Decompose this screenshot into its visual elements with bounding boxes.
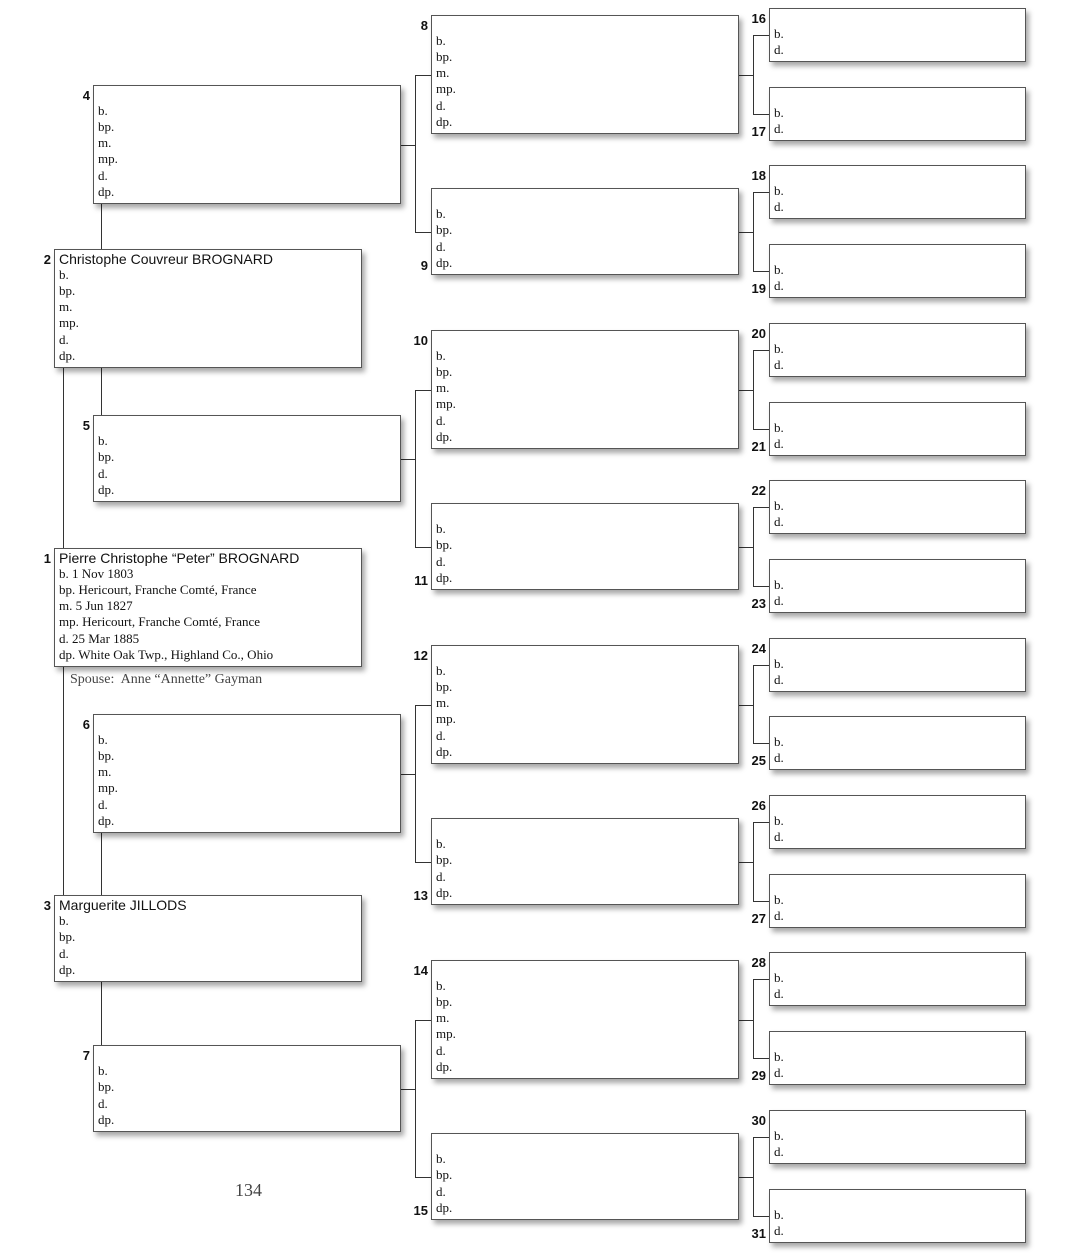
person-number: 10 (413, 333, 428, 348)
connector-line (739, 390, 753, 391)
person-box-8 (431, 15, 739, 134)
person-field: bp. (436, 1167, 453, 1183)
person-field: mp. (98, 780, 118, 796)
person-number: 11 (414, 573, 428, 588)
person-field: d. (774, 671, 784, 687)
person-field: d. (774, 120, 784, 136)
person-box-6 (93, 714, 401, 833)
person-fields (774, 183, 1021, 215)
connector-line (415, 547, 431, 548)
connector-line (415, 75, 416, 232)
person-field: m. 5 Jun 1827 (59, 598, 133, 614)
connector-line (415, 390, 431, 391)
person-fields (774, 1128, 1021, 1160)
person-field: b. (774, 1127, 784, 1143)
person-field: mp. (436, 711, 456, 727)
person-fields (436, 836, 734, 901)
person-field: b. (774, 1048, 784, 1064)
connector-line (415, 705, 416, 862)
person-number: 22 (751, 483, 766, 498)
person-field: b. (774, 812, 784, 828)
person-field: bp. (436, 48, 453, 64)
page-number: 134 (235, 1180, 262, 1200)
person-field: b. (774, 340, 784, 356)
person-box-29 (769, 1031, 1026, 1085)
connector-line (753, 507, 769, 508)
person-field: dp. (436, 113, 453, 129)
connector-line (753, 665, 754, 743)
person-number: 24 (751, 641, 766, 656)
person-field: dp. (98, 183, 115, 199)
person-field: b. (774, 891, 784, 907)
person-field: bp. (98, 449, 115, 465)
person-field: dp. (436, 569, 453, 585)
person-field: m. (436, 65, 450, 81)
spouse-line (70, 672, 262, 688)
person-field: b. (59, 266, 69, 282)
person-field: m. (436, 695, 450, 711)
person-number: 31 (751, 1226, 766, 1241)
person-name: Christophe Couvreur BROGNARD (59, 251, 273, 267)
person-fields (774, 420, 1021, 452)
person-field: mp. (59, 315, 79, 331)
person-field: d. (774, 1143, 784, 1159)
person-box-5 (93, 415, 401, 502)
person-field: b. 1 Nov 1803 (59, 565, 134, 581)
person-box-16 (769, 8, 1026, 62)
person-field: d. (774, 907, 784, 923)
person-field: dp. (436, 1199, 453, 1215)
person-field: d. (774, 435, 784, 451)
person-box-7 (93, 1045, 401, 1132)
connector-line (739, 705, 753, 706)
person-field: bp. (436, 678, 453, 694)
person-field: d. (59, 945, 69, 961)
person-field: dp. (98, 1111, 115, 1127)
connector-line (753, 271, 769, 272)
person-fields (436, 521, 734, 586)
person-number: 15 (413, 1203, 428, 1218)
person-fields (774, 1049, 1021, 1081)
person-box-12 (431, 645, 739, 764)
person-field: b. (59, 913, 69, 929)
connector-line (753, 586, 769, 587)
connector-line (753, 665, 769, 666)
connector-line (415, 75, 431, 76)
person-field: b. (98, 102, 108, 118)
connector-line (753, 35, 769, 36)
connector-line (739, 232, 753, 233)
person-fields (98, 1063, 396, 1128)
person-field: d. (436, 1042, 446, 1058)
person-fields (774, 262, 1021, 294)
person-field: d. (436, 412, 446, 428)
person-field: b. (436, 347, 446, 363)
person-number: 7 (82, 1048, 90, 1063)
person-field: m. (436, 380, 450, 396)
person-box-4 (93, 85, 401, 204)
person-fields (774, 341, 1021, 373)
person-field: mp. (436, 1026, 456, 1042)
person-box-15 (431, 1133, 739, 1220)
person-fields (774, 970, 1021, 1002)
connector-line (739, 1177, 753, 1178)
person-fields (774, 26, 1021, 58)
person-field: bp. (436, 993, 453, 1009)
connector-line (753, 1137, 754, 1216)
person-field: bp. (436, 852, 453, 868)
connector-line (401, 774, 415, 775)
person-box-17 (769, 87, 1026, 141)
person-field: d. (774, 356, 784, 372)
person-field: d. (98, 796, 108, 812)
person-fields (774, 105, 1021, 137)
person-field: d. (774, 828, 784, 844)
person-field: d. (98, 1095, 108, 1111)
person-fields (436, 206, 734, 271)
person-field: b. (436, 1151, 446, 1167)
person-field: bp. (436, 363, 453, 379)
person-box-21 (769, 402, 1026, 456)
person-field: bp. (98, 1079, 115, 1095)
connector-line (753, 822, 754, 901)
person-box-11 (431, 503, 739, 590)
person-box-23 (769, 559, 1026, 613)
person-number: 18 (751, 168, 766, 183)
person-number: 14 (413, 963, 428, 978)
connector-line (415, 862, 431, 863)
connector-line (753, 35, 754, 114)
person-box-22 (769, 480, 1026, 534)
person-field: b. (436, 836, 446, 852)
connector-line (753, 979, 769, 980)
person-field: d. (774, 513, 784, 529)
connector-line (401, 459, 415, 460)
person-field: d. (98, 465, 108, 481)
person-number: 4 (82, 88, 90, 103)
person-fields (436, 348, 734, 445)
person-fields (59, 566, 357, 663)
person-fields (98, 433, 396, 498)
person-field: d. (774, 985, 784, 1001)
spouse-label: Spouse: (70, 672, 115, 687)
person-field: dp. (59, 347, 76, 363)
person-field: d. (774, 198, 784, 214)
person-field: d. (436, 553, 446, 569)
person-number: 16 (751, 11, 766, 26)
person-box-2 (54, 249, 362, 368)
person-field: dp. (436, 743, 453, 759)
person-field: mp. (436, 396, 456, 412)
person-number: 13 (413, 888, 428, 903)
person-field: b. (774, 969, 784, 985)
person-fields (59, 267, 357, 364)
person-field: bp. (59, 929, 76, 945)
person-number: 30 (751, 1113, 766, 1128)
person-field: b. (436, 521, 446, 537)
person-fields (774, 656, 1021, 688)
person-fields (98, 732, 396, 829)
person-field: bp. (98, 747, 115, 763)
person-field: b. (98, 1063, 108, 1079)
person-fields (59, 913, 357, 978)
person-field: mp. Hericourt, Franche Comté, France (59, 614, 261, 630)
person-fields (774, 577, 1021, 609)
person-box-28 (769, 952, 1026, 1006)
connector-line (753, 114, 769, 115)
person-number: 12 (413, 648, 428, 663)
person-number: 21 (751, 439, 766, 454)
connector-line (739, 75, 753, 76)
spouse-name: Anne “Annette” Gayman (120, 672, 263, 687)
person-fields (436, 978, 734, 1075)
person-field: d. (774, 1064, 784, 1080)
person-box-1 (54, 548, 362, 667)
person-box-3 (54, 895, 362, 982)
person-field: dp. (59, 961, 76, 977)
person-number: 27 (751, 911, 766, 926)
person-field: mp. (436, 81, 456, 97)
person-field: bp. Hericourt, Franche Comté, France (59, 581, 257, 597)
person-field: d. (774, 1222, 784, 1238)
connector-line (753, 429, 769, 430)
person-field: b. (774, 497, 784, 513)
person-fields (774, 734, 1021, 766)
connector-line (753, 1058, 769, 1059)
connector-line (739, 547, 753, 548)
person-field: b. (774, 733, 784, 749)
person-fields (774, 498, 1021, 530)
person-box-19 (769, 244, 1026, 298)
connector-line (415, 390, 416, 547)
connector-line (739, 1020, 753, 1021)
person-box-9 (431, 188, 739, 275)
person-field: bp. (436, 222, 453, 238)
person-field: b. (98, 433, 108, 449)
person-name: Pierre Christophe “Peter” BROGNARD (59, 550, 300, 566)
person-box-31 (769, 1189, 1026, 1243)
person-field: b. (774, 576, 784, 592)
person-box-25 (769, 716, 1026, 770)
person-number: 19 (751, 281, 766, 296)
person-number: 28 (751, 955, 766, 970)
connector-line (415, 705, 431, 706)
person-fields (436, 33, 734, 130)
person-field: m. (59, 299, 73, 315)
person-box-14 (431, 960, 739, 1079)
person-field: dp. (436, 1058, 453, 1074)
connector-line (753, 192, 754, 271)
person-number: 2 (43, 252, 51, 267)
connector-line (753, 901, 769, 902)
person-field: d. (436, 97, 446, 113)
connector-line (753, 822, 769, 823)
connector-line (753, 507, 754, 586)
person-box-27 (769, 874, 1026, 928)
person-field: b. (774, 104, 784, 120)
connector-line (753, 350, 769, 351)
connector-line (753, 1216, 769, 1217)
person-field: b. (774, 655, 784, 671)
person-number: 23 (751, 596, 766, 611)
person-number: 8 (420, 18, 428, 33)
person-field: m. (98, 135, 112, 151)
person-field: b. (436, 32, 446, 48)
connector-line (753, 192, 769, 193)
person-fields (436, 1151, 734, 1216)
person-number: 5 (82, 418, 90, 433)
person-fields (436, 663, 734, 760)
connector-line (753, 743, 769, 744)
person-field: d. (98, 167, 108, 183)
person-field: dp. (436, 254, 453, 270)
person-fields (98, 103, 396, 200)
person-box-13 (431, 818, 739, 905)
person-field: d. (436, 727, 446, 743)
person-name: Marguerite JILLODS (59, 897, 187, 913)
person-number: 29 (751, 1068, 766, 1083)
person-field: b. (774, 261, 784, 277)
person-field: m. (436, 1010, 450, 1026)
connector-line (753, 979, 754, 1058)
person-field: b. (436, 977, 446, 993)
person-number: 20 (751, 326, 766, 341)
person-field: mp. (98, 151, 118, 167)
connector-line (739, 862, 753, 863)
connector-line (415, 1177, 431, 1178)
person-number: 3 (43, 898, 51, 913)
person-field: d. (774, 41, 784, 57)
person-field: d. (436, 1183, 446, 1199)
person-box-10 (431, 330, 739, 449)
person-fields (774, 813, 1021, 845)
person-field: bp. (436, 537, 453, 553)
person-field: dp. (98, 812, 115, 828)
person-field: m. (98, 764, 112, 780)
connector-line (401, 1089, 415, 1090)
person-field: bp. (59, 282, 76, 298)
connector-line (753, 350, 754, 429)
person-field: dp. (436, 428, 453, 444)
person-field: b. (436, 662, 446, 678)
connector-line (415, 1020, 416, 1177)
person-number: 9 (420, 258, 428, 273)
person-number: 6 (82, 717, 90, 732)
person-field: d. (774, 592, 784, 608)
person-box-18 (769, 165, 1026, 219)
person-fields (774, 892, 1021, 924)
connector-line (415, 1020, 431, 1021)
person-field: d. (436, 238, 446, 254)
person-field: b. (98, 731, 108, 747)
person-number: 1 (43, 551, 51, 566)
person-box-26 (769, 795, 1026, 849)
person-field: d. (59, 331, 69, 347)
person-field: d. (774, 749, 784, 765)
person-number: 26 (751, 798, 766, 813)
person-field: bp. (98, 118, 115, 134)
person-box-20 (769, 323, 1026, 377)
person-field: b. (774, 182, 784, 198)
person-field: dp. White Oak Twp., Highland Co., Ohio (59, 646, 274, 662)
person-field: d. 25 Mar 1885 (59, 630, 140, 646)
person-field: d. (436, 868, 446, 884)
person-field: b. (774, 25, 784, 41)
person-field: dp. (98, 481, 115, 497)
person-number: 17 (751, 124, 766, 139)
person-number: 25 (751, 753, 766, 768)
person-field: b. (436, 206, 446, 222)
connector-line (415, 232, 431, 233)
person-field: d. (774, 277, 784, 293)
person-field: b. (774, 1206, 784, 1222)
person-field: dp. (436, 884, 453, 900)
connector-line (753, 1137, 769, 1138)
person-box-24 (769, 638, 1026, 692)
person-box-30 (769, 1110, 1026, 1164)
person-field: b. (774, 419, 784, 435)
person-fields (774, 1207, 1021, 1239)
connector-line (401, 145, 415, 146)
